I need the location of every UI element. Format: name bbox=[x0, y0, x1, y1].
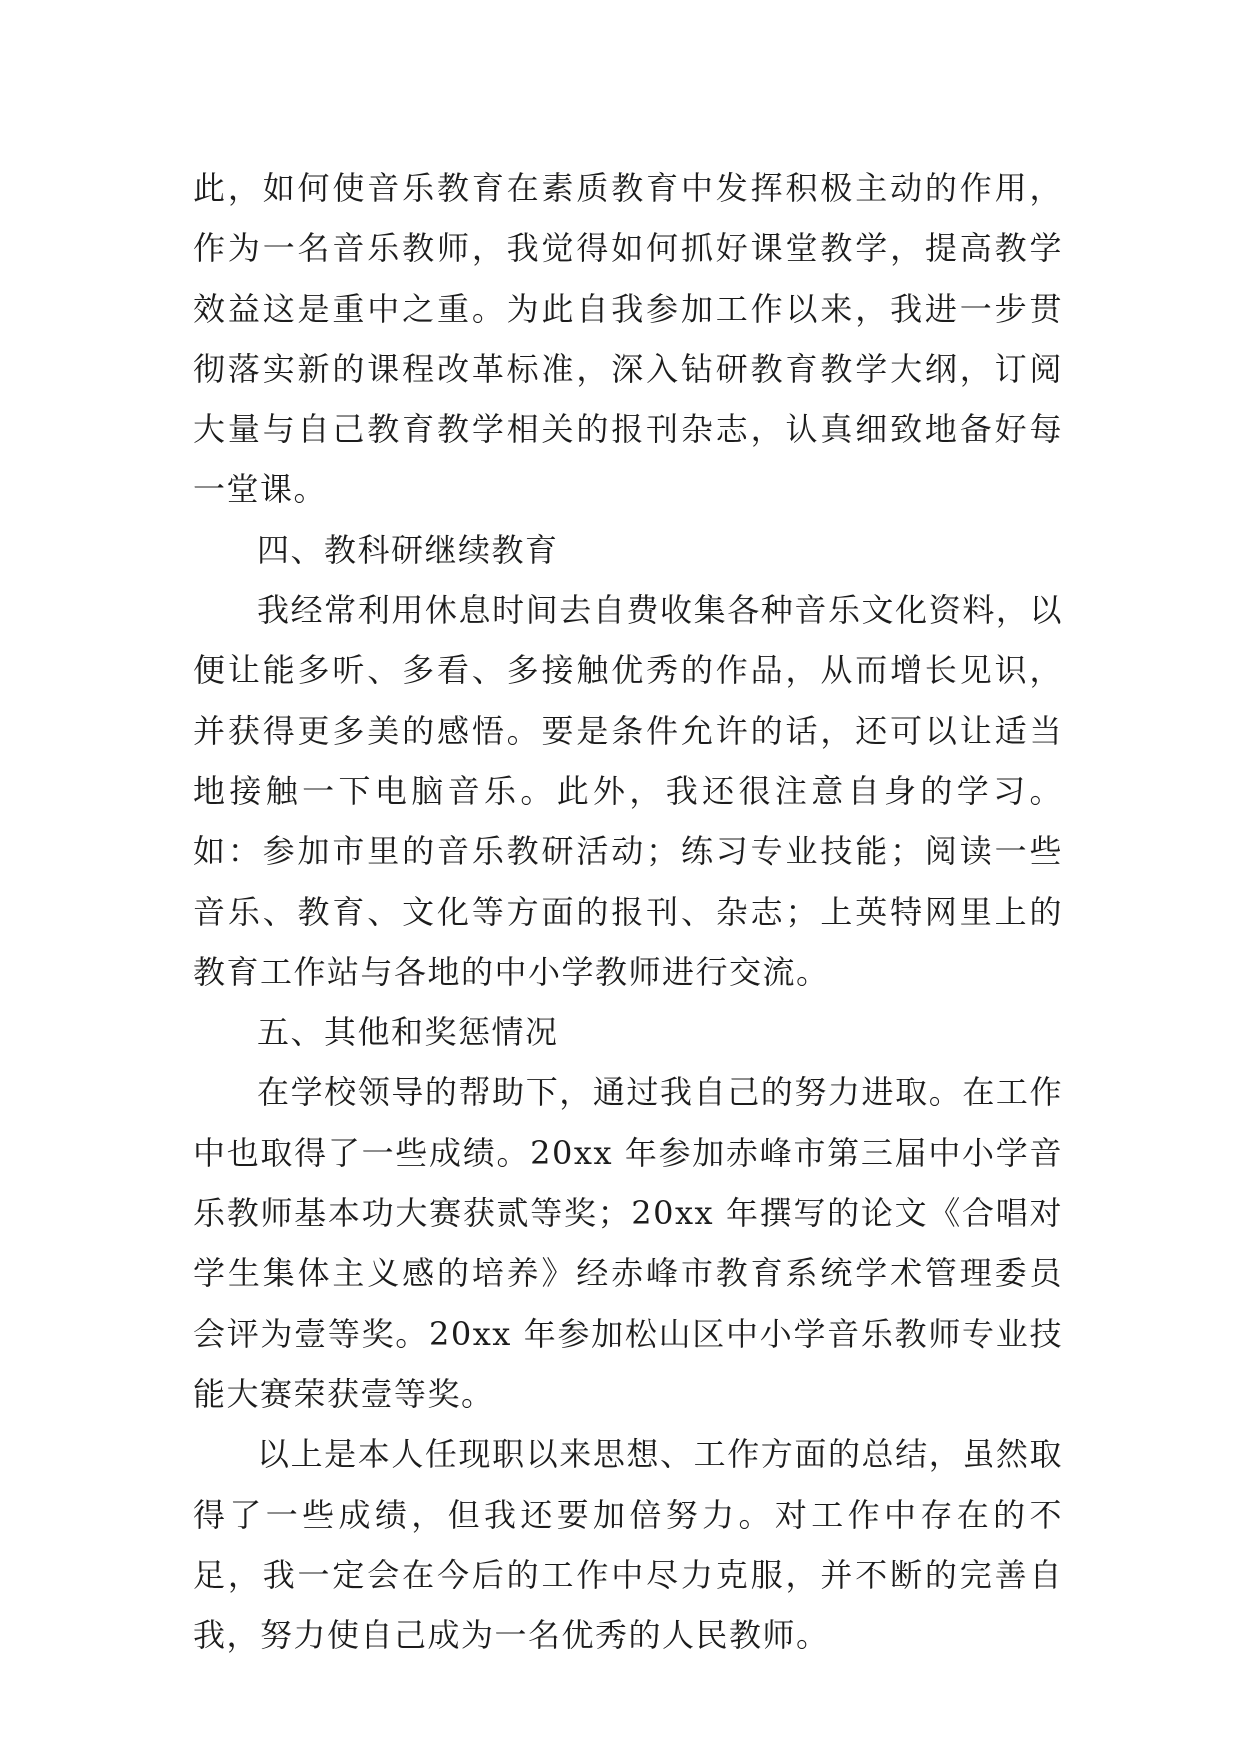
paragraph-awards: 在学校领导的帮助下，通过我自己的努力进取。在工作中也取得了一些成绩。20xx 年参加赤峰市第三届中小学音乐教师基本功大赛获贰等奖；20xx 年撰写的论文《合唱对学生集体主义感的培养》经赤峰市教育系统学术管理委员会评为壹等奖。20xx 年参加松山区中小学音乐教师专业技能大赛荣获壹等奖。 bbox=[193, 1073, 1063, 1413]
document-body bbox=[193, 158, 1063, 1665]
paragraph-continuation: 此，如何使音乐教育在素质教育中发挥积极主动的作用，作为一名音乐教师，我觉得如何抓好课堂教学，提高教学效益这是重中之重。为此自我参加工作以来，我进一步贯彻落实新的课程改革标准，深入钻研教育教学大纲，订阅大量与自己教育教学相关的报刊杂志，认真细致地备好每一堂课。 bbox=[193, 169, 1063, 509]
paragraph-conclusion: 以上是本人任现职以来思想、工作方面的总结，虽然取得了一些成绩，但我还要加倍努力。对工作中存在的不足，我一定会在今后的工作中尽力克服，并不断的完善自我，努力使自己成为一名优秀的人民教师。 bbox=[193, 1435, 1063, 1655]
section-heading-4: 四、教科研继续教育 bbox=[257, 530, 559, 569]
paragraph-continuing-education: 我经常利用休息时间去自费收集各种音乐文化资料，以便让能多听、多看、多接触优秀的作品，从而增长见识，并获得更多美的感悟。要是条件允许的话，还可以让适当地接触一下电脑音乐。此外，我还很注意自身的学习。如：参加市里的音乐教研活动；练习专业技能；阅读一些音乐、教育、文化等方面的报刊、杂志；上英特网里上的教育工作站与各地的中小学教师进行交流。 bbox=[193, 591, 1063, 991]
section-heading-5: 五、其他和奖惩情况 bbox=[257, 1013, 559, 1052]
